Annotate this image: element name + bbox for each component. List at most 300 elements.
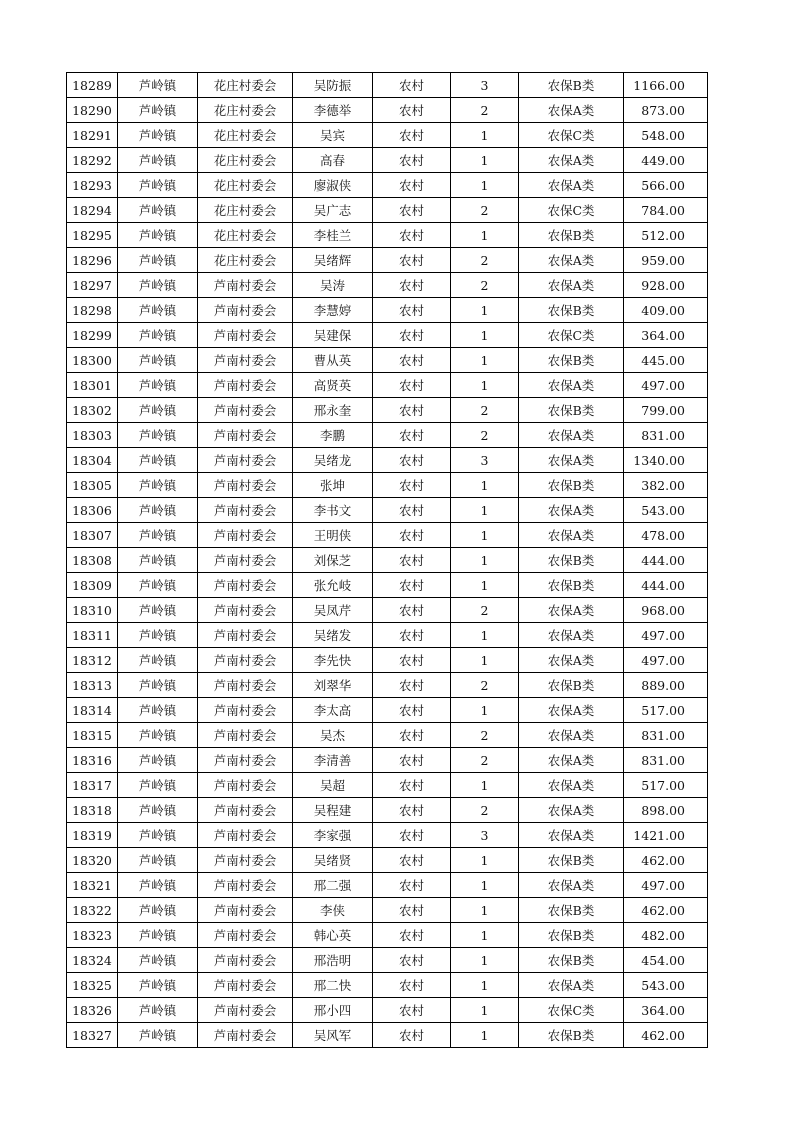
count-cell: 2 <box>451 598 519 623</box>
count-cell: 1 <box>451 898 519 923</box>
name-cell: 张坤 <box>293 473 373 498</box>
category-cell: 农保A类 <box>519 798 624 823</box>
area-cell: 农村 <box>373 448 451 473</box>
name-cell: 李桂兰 <box>293 223 373 248</box>
town-cell: 芦岭镇 <box>118 398 198 423</box>
area-cell: 农村 <box>373 148 451 173</box>
village-cell: 花庄村委会 <box>198 248 293 273</box>
town-cell: 芦岭镇 <box>118 423 198 448</box>
id-cell: 18316 <box>67 748 118 773</box>
name-cell: 邢永奎 <box>293 398 373 423</box>
table-row <box>67 398 708 423</box>
amount-cell: 831.00 <box>624 748 708 773</box>
count-cell: 1 <box>451 773 519 798</box>
id-cell: 18327 <box>67 1023 118 1048</box>
area-cell: 农村 <box>373 623 451 648</box>
amount-cell: 517.00 <box>624 773 708 798</box>
town-cell: 芦岭镇 <box>118 698 198 723</box>
table-row <box>67 773 708 798</box>
table-row <box>67 698 708 723</box>
village-cell: 芦南村委会 <box>198 273 293 298</box>
table-row <box>67 748 708 773</box>
id-cell: 18315 <box>67 723 118 748</box>
village-cell: 花庄村委会 <box>198 148 293 173</box>
area-cell: 农村 <box>373 73 451 98</box>
table-row <box>67 223 708 248</box>
amount-cell: 364.00 <box>624 998 708 1023</box>
table-row <box>67 123 708 148</box>
count-cell: 1 <box>451 623 519 648</box>
village-cell: 芦南村委会 <box>198 523 293 548</box>
name-cell: 吴广志 <box>293 198 373 223</box>
count-cell: 1 <box>451 298 519 323</box>
area-cell: 农村 <box>373 973 451 998</box>
town-cell: 芦岭镇 <box>118 148 198 173</box>
town-cell: 芦岭镇 <box>118 898 198 923</box>
town-cell: 芦岭镇 <box>118 198 198 223</box>
amount-cell: 831.00 <box>624 723 708 748</box>
town-cell: 芦岭镇 <box>118 673 198 698</box>
amount-cell: 566.00 <box>624 173 708 198</box>
amount-cell: 364.00 <box>624 323 708 348</box>
count-cell: 2 <box>451 248 519 273</box>
id-cell: 18326 <box>67 998 118 1023</box>
table-row <box>67 273 708 298</box>
name-cell: 邢二快 <box>293 973 373 998</box>
name-cell: 张允岐 <box>293 573 373 598</box>
village-cell: 芦南村委会 <box>198 773 293 798</box>
amount-cell: 517.00 <box>624 698 708 723</box>
town-cell: 芦岭镇 <box>118 1023 198 1048</box>
town-cell: 芦岭镇 <box>118 973 198 998</box>
town-cell: 芦岭镇 <box>118 473 198 498</box>
count-cell: 1 <box>451 123 519 148</box>
town-cell: 芦岭镇 <box>118 348 198 373</box>
category-cell: 农保B类 <box>519 298 624 323</box>
amount-cell: 462.00 <box>624 1023 708 1048</box>
amount-cell: 543.00 <box>624 973 708 998</box>
village-cell: 芦南村委会 <box>198 723 293 748</box>
village-cell: 花庄村委会 <box>198 173 293 198</box>
id-cell: 18324 <box>67 948 118 973</box>
village-cell: 芦南村委会 <box>198 898 293 923</box>
area-cell: 农村 <box>373 173 451 198</box>
town-cell: 芦岭镇 <box>118 298 198 323</box>
amount-cell: 482.00 <box>624 923 708 948</box>
amount-cell: 548.00 <box>624 123 708 148</box>
table-row <box>67 848 708 873</box>
category-cell: 农保B类 <box>519 348 624 373</box>
id-cell: 18313 <box>67 673 118 698</box>
table-row <box>67 423 708 448</box>
category-cell: 农保C类 <box>519 323 624 348</box>
count-cell: 2 <box>451 398 519 423</box>
id-cell: 18323 <box>67 923 118 948</box>
name-cell: 韩心英 <box>293 923 373 948</box>
name-cell: 吴绪发 <box>293 623 373 648</box>
count-cell: 1 <box>451 648 519 673</box>
village-cell: 芦南村委会 <box>198 823 293 848</box>
amount-cell: 444.00 <box>624 548 708 573</box>
name-cell: 李侠 <box>293 898 373 923</box>
id-cell: 18299 <box>67 323 118 348</box>
area-cell: 农村 <box>373 523 451 548</box>
amount-cell: 512.00 <box>624 223 708 248</box>
amount-cell: 1421.00 <box>624 823 708 848</box>
table-row <box>67 923 708 948</box>
count-cell: 1 <box>451 848 519 873</box>
area-cell: 农村 <box>373 323 451 348</box>
amount-cell: 462.00 <box>624 898 708 923</box>
table-row <box>67 298 708 323</box>
id-cell: 18294 <box>67 198 118 223</box>
name-cell: 吴凤芹 <box>293 598 373 623</box>
town-cell: 芦岭镇 <box>118 723 198 748</box>
table-body <box>67 73 708 1048</box>
amount-cell: 497.00 <box>624 648 708 673</box>
name-cell: 吴绪贤 <box>293 848 373 873</box>
village-cell: 芦南村委会 <box>198 623 293 648</box>
village-cell: 芦南村委会 <box>198 598 293 623</box>
table-row <box>67 823 708 848</box>
area-cell: 农村 <box>373 473 451 498</box>
id-cell: 18308 <box>67 548 118 573</box>
id-cell: 18291 <box>67 123 118 148</box>
area-cell: 农村 <box>373 223 451 248</box>
count-cell: 1 <box>451 148 519 173</box>
amount-cell: 873.00 <box>624 98 708 123</box>
id-cell: 18293 <box>67 173 118 198</box>
town-cell: 芦岭镇 <box>118 798 198 823</box>
id-cell: 18296 <box>67 248 118 273</box>
town-cell: 芦岭镇 <box>118 548 198 573</box>
id-cell: 18301 <box>67 373 118 398</box>
town-cell: 芦岭镇 <box>118 848 198 873</box>
name-cell: 刘翠华 <box>293 673 373 698</box>
category-cell: 农保A类 <box>519 248 624 273</box>
name-cell: 吴杰 <box>293 723 373 748</box>
count-cell: 1 <box>451 173 519 198</box>
table-row <box>67 948 708 973</box>
village-cell: 芦南村委会 <box>198 498 293 523</box>
amount-cell: 928.00 <box>624 273 708 298</box>
amount-cell: 445.00 <box>624 348 708 373</box>
town-cell: 芦岭镇 <box>118 523 198 548</box>
table-row <box>67 573 708 598</box>
area-cell: 农村 <box>373 873 451 898</box>
category-cell: 农保A类 <box>519 273 624 298</box>
town-cell: 芦岭镇 <box>118 598 198 623</box>
category-cell: 农保B类 <box>519 223 624 248</box>
town-cell: 芦岭镇 <box>118 448 198 473</box>
amount-cell: 1166.00 <box>624 73 708 98</box>
count-cell: 1 <box>451 498 519 523</box>
id-cell: 18322 <box>67 898 118 923</box>
town-cell: 芦岭镇 <box>118 223 198 248</box>
village-cell: 芦南村委会 <box>198 548 293 573</box>
village-cell: 芦南村委会 <box>198 873 293 898</box>
id-cell: 18289 <box>67 73 118 98</box>
category-cell: 农保A类 <box>519 423 624 448</box>
category-cell: 农保A类 <box>519 148 624 173</box>
village-cell: 芦南村委会 <box>198 998 293 1023</box>
area-cell: 农村 <box>373 123 451 148</box>
area-cell: 农村 <box>373 273 451 298</box>
amount-cell: 799.00 <box>624 398 708 423</box>
count-cell: 1 <box>451 373 519 398</box>
category-cell: 农保A类 <box>519 723 624 748</box>
amount-cell: 968.00 <box>624 598 708 623</box>
name-cell: 吴程建 <box>293 798 373 823</box>
village-cell: 芦南村委会 <box>198 473 293 498</box>
category-cell: 农保B类 <box>519 948 624 973</box>
village-cell: 芦南村委会 <box>198 573 293 598</box>
area-cell: 农村 <box>373 998 451 1023</box>
area-cell: 农村 <box>373 598 451 623</box>
count-cell: 2 <box>451 98 519 123</box>
id-cell: 18298 <box>67 298 118 323</box>
table-row <box>67 73 708 98</box>
category-cell: 农保A类 <box>519 598 624 623</box>
name-cell: 曹从英 <box>293 348 373 373</box>
town-cell: 芦岭镇 <box>118 173 198 198</box>
category-cell: 农保A类 <box>519 523 624 548</box>
category-cell: 农保B类 <box>519 923 624 948</box>
area-cell: 农村 <box>373 748 451 773</box>
id-cell: 18292 <box>67 148 118 173</box>
count-cell: 1 <box>451 923 519 948</box>
area-cell: 农村 <box>373 198 451 223</box>
id-cell: 18320 <box>67 848 118 873</box>
id-cell: 18290 <box>67 98 118 123</box>
count-cell: 1 <box>451 973 519 998</box>
village-cell: 芦南村委会 <box>198 398 293 423</box>
table-row <box>67 173 708 198</box>
area-cell: 农村 <box>373 573 451 598</box>
count-cell: 3 <box>451 823 519 848</box>
category-cell: 农保C类 <box>519 198 624 223</box>
table-row <box>67 898 708 923</box>
table-row <box>67 548 708 573</box>
count-cell: 1 <box>451 873 519 898</box>
data-table <box>66 72 708 1048</box>
amount-cell: 831.00 <box>624 423 708 448</box>
name-cell: 吴绪辉 <box>293 248 373 273</box>
village-cell: 芦南村委会 <box>198 648 293 673</box>
id-cell: 18311 <box>67 623 118 648</box>
id-cell: 18297 <box>67 273 118 298</box>
table-row <box>67 523 708 548</box>
count-cell: 2 <box>451 198 519 223</box>
area-cell: 农村 <box>373 773 451 798</box>
area-cell: 农村 <box>373 548 451 573</box>
name-cell: 吴风军 <box>293 1023 373 1048</box>
name-cell: 吴超 <box>293 773 373 798</box>
id-cell: 18309 <box>67 573 118 598</box>
table-row <box>67 798 708 823</box>
count-cell: 3 <box>451 73 519 98</box>
area-cell: 农村 <box>373 98 451 123</box>
table-row <box>67 98 708 123</box>
town-cell: 芦岭镇 <box>118 998 198 1023</box>
village-cell: 芦南村委会 <box>198 323 293 348</box>
category-cell: 农保A类 <box>519 823 624 848</box>
town-cell: 芦岭镇 <box>118 323 198 348</box>
table-row <box>67 323 708 348</box>
amount-cell: 454.00 <box>624 948 708 973</box>
count-cell: 1 <box>451 1023 519 1048</box>
table-row <box>67 498 708 523</box>
name-cell: 李先快 <box>293 648 373 673</box>
category-cell: 农保A类 <box>519 373 624 398</box>
table-row <box>67 473 708 498</box>
area-cell: 农村 <box>373 498 451 523</box>
village-cell: 芦南村委会 <box>198 848 293 873</box>
category-cell: 农保A类 <box>519 873 624 898</box>
count-cell: 1 <box>451 998 519 1023</box>
id-cell: 18305 <box>67 473 118 498</box>
count-cell: 1 <box>451 523 519 548</box>
village-cell: 芦南村委会 <box>198 673 293 698</box>
area-cell: 农村 <box>373 298 451 323</box>
amount-cell: 898.00 <box>624 798 708 823</box>
amount-cell: 959.00 <box>624 248 708 273</box>
name-cell: 吴宾 <box>293 123 373 148</box>
area-cell: 农村 <box>373 248 451 273</box>
id-cell: 18295 <box>67 223 118 248</box>
count-cell: 1 <box>451 223 519 248</box>
area-cell: 农村 <box>373 823 451 848</box>
table-row <box>67 598 708 623</box>
amount-cell: 543.00 <box>624 498 708 523</box>
table-row <box>67 373 708 398</box>
category-cell: 农保B类 <box>519 673 624 698</box>
name-cell: 王明侠 <box>293 523 373 548</box>
village-cell: 芦南村委会 <box>198 448 293 473</box>
category-cell: 农保A类 <box>519 173 624 198</box>
town-cell: 芦岭镇 <box>118 748 198 773</box>
village-cell: 芦南村委会 <box>198 798 293 823</box>
town-cell: 芦岭镇 <box>118 273 198 298</box>
name-cell: 吴防振 <box>293 73 373 98</box>
count-cell: 2 <box>451 673 519 698</box>
id-cell: 18303 <box>67 423 118 448</box>
amount-cell: 382.00 <box>624 473 708 498</box>
village-cell: 芦南村委会 <box>198 348 293 373</box>
count-cell: 1 <box>451 548 519 573</box>
id-cell: 18325 <box>67 973 118 998</box>
name-cell: 高贤英 <box>293 373 373 398</box>
town-cell: 芦岭镇 <box>118 648 198 673</box>
table-row <box>67 648 708 673</box>
name-cell: 李书文 <box>293 498 373 523</box>
category-cell: 农保A类 <box>519 648 624 673</box>
count-cell: 2 <box>451 798 519 823</box>
area-cell: 农村 <box>373 798 451 823</box>
count-cell: 1 <box>451 323 519 348</box>
table-row <box>67 1023 708 1048</box>
name-cell: 廖淑侠 <box>293 173 373 198</box>
amount-cell: 784.00 <box>624 198 708 223</box>
id-cell: 18314 <box>67 698 118 723</box>
name-cell: 李德举 <box>293 98 373 123</box>
id-cell: 18321 <box>67 873 118 898</box>
town-cell: 芦岭镇 <box>118 98 198 123</box>
amount-cell: 497.00 <box>624 623 708 648</box>
village-cell: 花庄村委会 <box>198 98 293 123</box>
village-cell: 花庄村委会 <box>198 223 293 248</box>
amount-cell: 889.00 <box>624 673 708 698</box>
name-cell: 李鹏 <box>293 423 373 448</box>
category-cell: 农保C类 <box>519 998 624 1023</box>
table-row <box>67 873 708 898</box>
table-row <box>67 723 708 748</box>
count-cell: 2 <box>451 423 519 448</box>
table-row <box>67 348 708 373</box>
area-cell: 农村 <box>373 698 451 723</box>
area-cell: 农村 <box>373 398 451 423</box>
name-cell: 吴建保 <box>293 323 373 348</box>
count-cell: 2 <box>451 723 519 748</box>
area-cell: 农村 <box>373 673 451 698</box>
name-cell: 刘保芝 <box>293 548 373 573</box>
count-cell: 1 <box>451 573 519 598</box>
town-cell: 芦岭镇 <box>118 623 198 648</box>
category-cell: 农保A类 <box>519 448 624 473</box>
area-cell: 农村 <box>373 898 451 923</box>
table-row <box>67 623 708 648</box>
category-cell: 农保B类 <box>519 898 624 923</box>
amount-cell: 409.00 <box>624 298 708 323</box>
town-cell: 芦岭镇 <box>118 773 198 798</box>
town-cell: 芦岭镇 <box>118 923 198 948</box>
town-cell: 芦岭镇 <box>118 498 198 523</box>
village-cell: 芦南村委会 <box>198 298 293 323</box>
amount-cell: 497.00 <box>624 373 708 398</box>
table-row <box>67 448 708 473</box>
name-cell: 李慧婷 <box>293 298 373 323</box>
town-cell: 芦岭镇 <box>118 248 198 273</box>
table-row <box>67 198 708 223</box>
village-cell: 芦南村委会 <box>198 698 293 723</box>
id-cell: 18306 <box>67 498 118 523</box>
village-cell: 芦南村委会 <box>198 1023 293 1048</box>
village-cell: 花庄村委会 <box>198 198 293 223</box>
table-row <box>67 998 708 1023</box>
count-cell: 2 <box>451 748 519 773</box>
area-cell: 农村 <box>373 348 451 373</box>
amount-cell: 1340.00 <box>624 448 708 473</box>
town-cell: 芦岭镇 <box>118 948 198 973</box>
count-cell: 2 <box>451 273 519 298</box>
id-cell: 18302 <box>67 398 118 423</box>
id-cell: 18307 <box>67 523 118 548</box>
category-cell: 农保A类 <box>519 98 624 123</box>
village-cell: 芦南村委会 <box>198 373 293 398</box>
id-cell: 18317 <box>67 773 118 798</box>
village-cell: 芦南村委会 <box>198 923 293 948</box>
table-row <box>67 248 708 273</box>
name-cell: 李家强 <box>293 823 373 848</box>
area-cell: 农村 <box>373 423 451 448</box>
count-cell: 1 <box>451 948 519 973</box>
name-cell: 李清善 <box>293 748 373 773</box>
table-row <box>67 148 708 173</box>
amount-cell: 449.00 <box>624 148 708 173</box>
area-cell: 农村 <box>373 923 451 948</box>
category-cell: 农保B类 <box>519 398 624 423</box>
id-cell: 18304 <box>67 448 118 473</box>
